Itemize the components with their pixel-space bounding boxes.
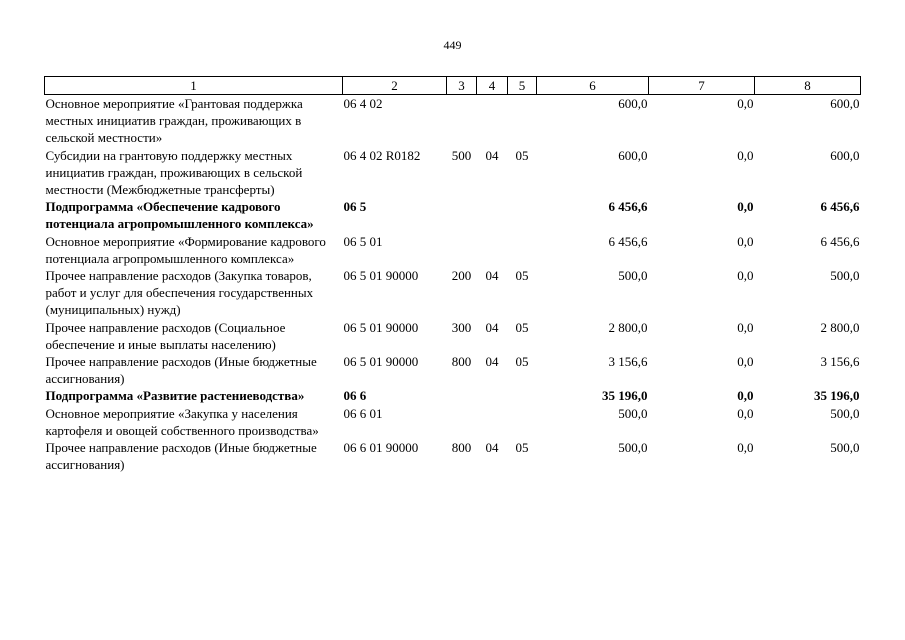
row-value7: 0,0 — [737, 405, 754, 421]
row-code: 06 6 — [343, 388, 367, 404]
row-value6: 500,0 — [618, 268, 648, 284]
row-name: Прочее направление расходов (Иные бюджетные ассигнования) — [45, 354, 317, 387]
table-body — [45, 95, 861, 474]
row-col5: 05 — [515, 354, 529, 370]
row-col4 — [477, 405, 508, 439]
row-value6: 3 156,6 — [608, 354, 648, 370]
row-value8: 500,0 — [830, 440, 860, 456]
row-name: Подпрограмма «Обеспечение кадрового потенциала агропромышленного комплекса» — [45, 199, 314, 232]
column-header-8: 8 — [755, 77, 861, 95]
row-col5 — [508, 405, 537, 439]
row-name: Основное мероприятие «Закупка у населения картофеля и овощей собственного производства» — [45, 405, 319, 438]
table-row — [45, 405, 861, 439]
column-header-7: 7 — [649, 77, 755, 95]
row-value7: 0,0 — [737, 319, 754, 335]
row-code: 06 5 01 — [343, 233, 383, 249]
row-col3: 200 — [451, 268, 472, 284]
row-col4 — [477, 387, 508, 404]
row-col4 — [477, 95, 508, 147]
row-value8: 2 800,0 — [820, 319, 860, 335]
row-col4: 04 — [485, 319, 499, 335]
row-code: 06 4 02 R0182 — [343, 147, 421, 163]
row-name: Прочее направление расходов (Социальное обеспечение и иные выплаты населению) — [45, 319, 286, 352]
row-value8: 3 156,6 — [820, 354, 860, 370]
table-row — [45, 353, 861, 387]
table-row — [45, 95, 861, 147]
budget-table — [44, 76, 861, 473]
row-col4 — [477, 198, 508, 232]
row-value8: 35 196,0 — [814, 388, 860, 404]
column-header-2: 2 — [343, 77, 447, 95]
table-row — [45, 233, 861, 267]
row-col5 — [508, 233, 537, 267]
row-name: Субсидии на грантовую поддержку местных инициатив граждан, проживающих в сельской местности (Межбюджетные трансферты) — [45, 147, 303, 198]
row-value6: 600,0 — [618, 96, 648, 111]
row-value7: 0,0 — [737, 199, 754, 215]
row-col5 — [508, 198, 537, 232]
row-code: 06 4 02 — [343, 96, 383, 111]
row-col3 — [447, 233, 477, 267]
row-value6: 600,0 — [618, 147, 648, 163]
row-code: 06 5 — [343, 199, 367, 215]
row-value8: 6 456,6 — [820, 199, 860, 215]
row-value6: 500,0 — [618, 440, 648, 456]
row-value7: 0,0 — [737, 268, 754, 284]
row-value7: 0,0 — [737, 96, 754, 111]
table-row — [45, 439, 861, 473]
row-value6: 500,0 — [618, 405, 648, 421]
row-value8: 600,0 — [830, 96, 860, 111]
row-col3 — [447, 387, 477, 404]
column-header-4: 4 — [477, 77, 508, 95]
row-col5 — [508, 387, 537, 404]
row-col5: 05 — [515, 440, 529, 456]
table-row — [45, 387, 861, 404]
row-col4: 04 — [485, 440, 499, 456]
row-code: 06 5 01 90000 — [343, 268, 419, 284]
row-col3: 300 — [451, 319, 472, 335]
row-col3 — [447, 198, 477, 232]
row-name: Прочее направление расходов (Закупка товаров, работ и услуг для обеспечения государственных (муниципальных) нужд) — [45, 268, 314, 318]
table-row — [45, 267, 861, 319]
table-row — [45, 319, 861, 353]
column-header-3: 3 — [447, 77, 477, 95]
row-value6: 35 196,0 — [602, 388, 648, 404]
row-name: Подпрограмма «Развитие растениеводства» — [45, 388, 305, 404]
row-col5: 05 — [515, 319, 529, 335]
header-row — [45, 77, 861, 95]
row-col3: 800 — [451, 440, 472, 456]
column-header-1: 1 — [45, 77, 343, 95]
row-code: 06 6 01 — [343, 405, 383, 421]
row-value8: 500,0 — [830, 268, 860, 284]
row-value7: 0,0 — [737, 147, 754, 163]
row-col4: 04 — [485, 354, 499, 370]
row-code: 06 5 01 90000 — [343, 354, 419, 370]
row-name: Прочее направление расходов (Иные бюджетные ассигнования) — [45, 440, 317, 473]
row-col3 — [447, 405, 477, 439]
column-header-6: 6 — [537, 77, 649, 95]
row-value8: 600,0 — [830, 147, 860, 163]
row-value7: 0,0 — [737, 388, 754, 404]
page-number: 449 — [443, 38, 462, 52]
row-value7: 0,0 — [737, 233, 754, 249]
table-header — [45, 77, 861, 95]
row-value8: 6 456,6 — [820, 233, 860, 249]
row-value8: 500,0 — [830, 405, 860, 421]
row-value7: 0,0 — [737, 440, 754, 456]
row-code: 06 6 01 90000 — [343, 440, 419, 456]
row-col4: 04 — [485, 147, 499, 163]
row-col5: 05 — [515, 147, 529, 163]
row-value6: 6 456,6 — [608, 199, 648, 215]
row-col3: 800 — [451, 354, 472, 370]
row-value7: 0,0 — [737, 354, 754, 370]
row-col4 — [477, 233, 508, 267]
row-col5: 05 — [515, 268, 529, 284]
row-col4: 04 — [485, 268, 499, 284]
table-row — [45, 147, 861, 199]
row-name: Основное мероприятие «Формирование кадрового потенциала агропромышленного комплекса» — [45, 233, 326, 266]
column-header-5: 5 — [508, 77, 537, 95]
row-col3 — [447, 95, 477, 147]
row-col5 — [508, 95, 537, 147]
table-row — [45, 198, 861, 232]
row-code: 06 5 01 90000 — [343, 319, 419, 335]
row-name: Основное мероприятие «Грантовая поддержка местных инициатив граждан, проживающих в сельской местности» — [45, 96, 303, 146]
row-col3: 500 — [451, 147, 472, 163]
row-value6: 2 800,0 — [608, 319, 648, 335]
row-value6: 6 456,6 — [608, 233, 648, 249]
